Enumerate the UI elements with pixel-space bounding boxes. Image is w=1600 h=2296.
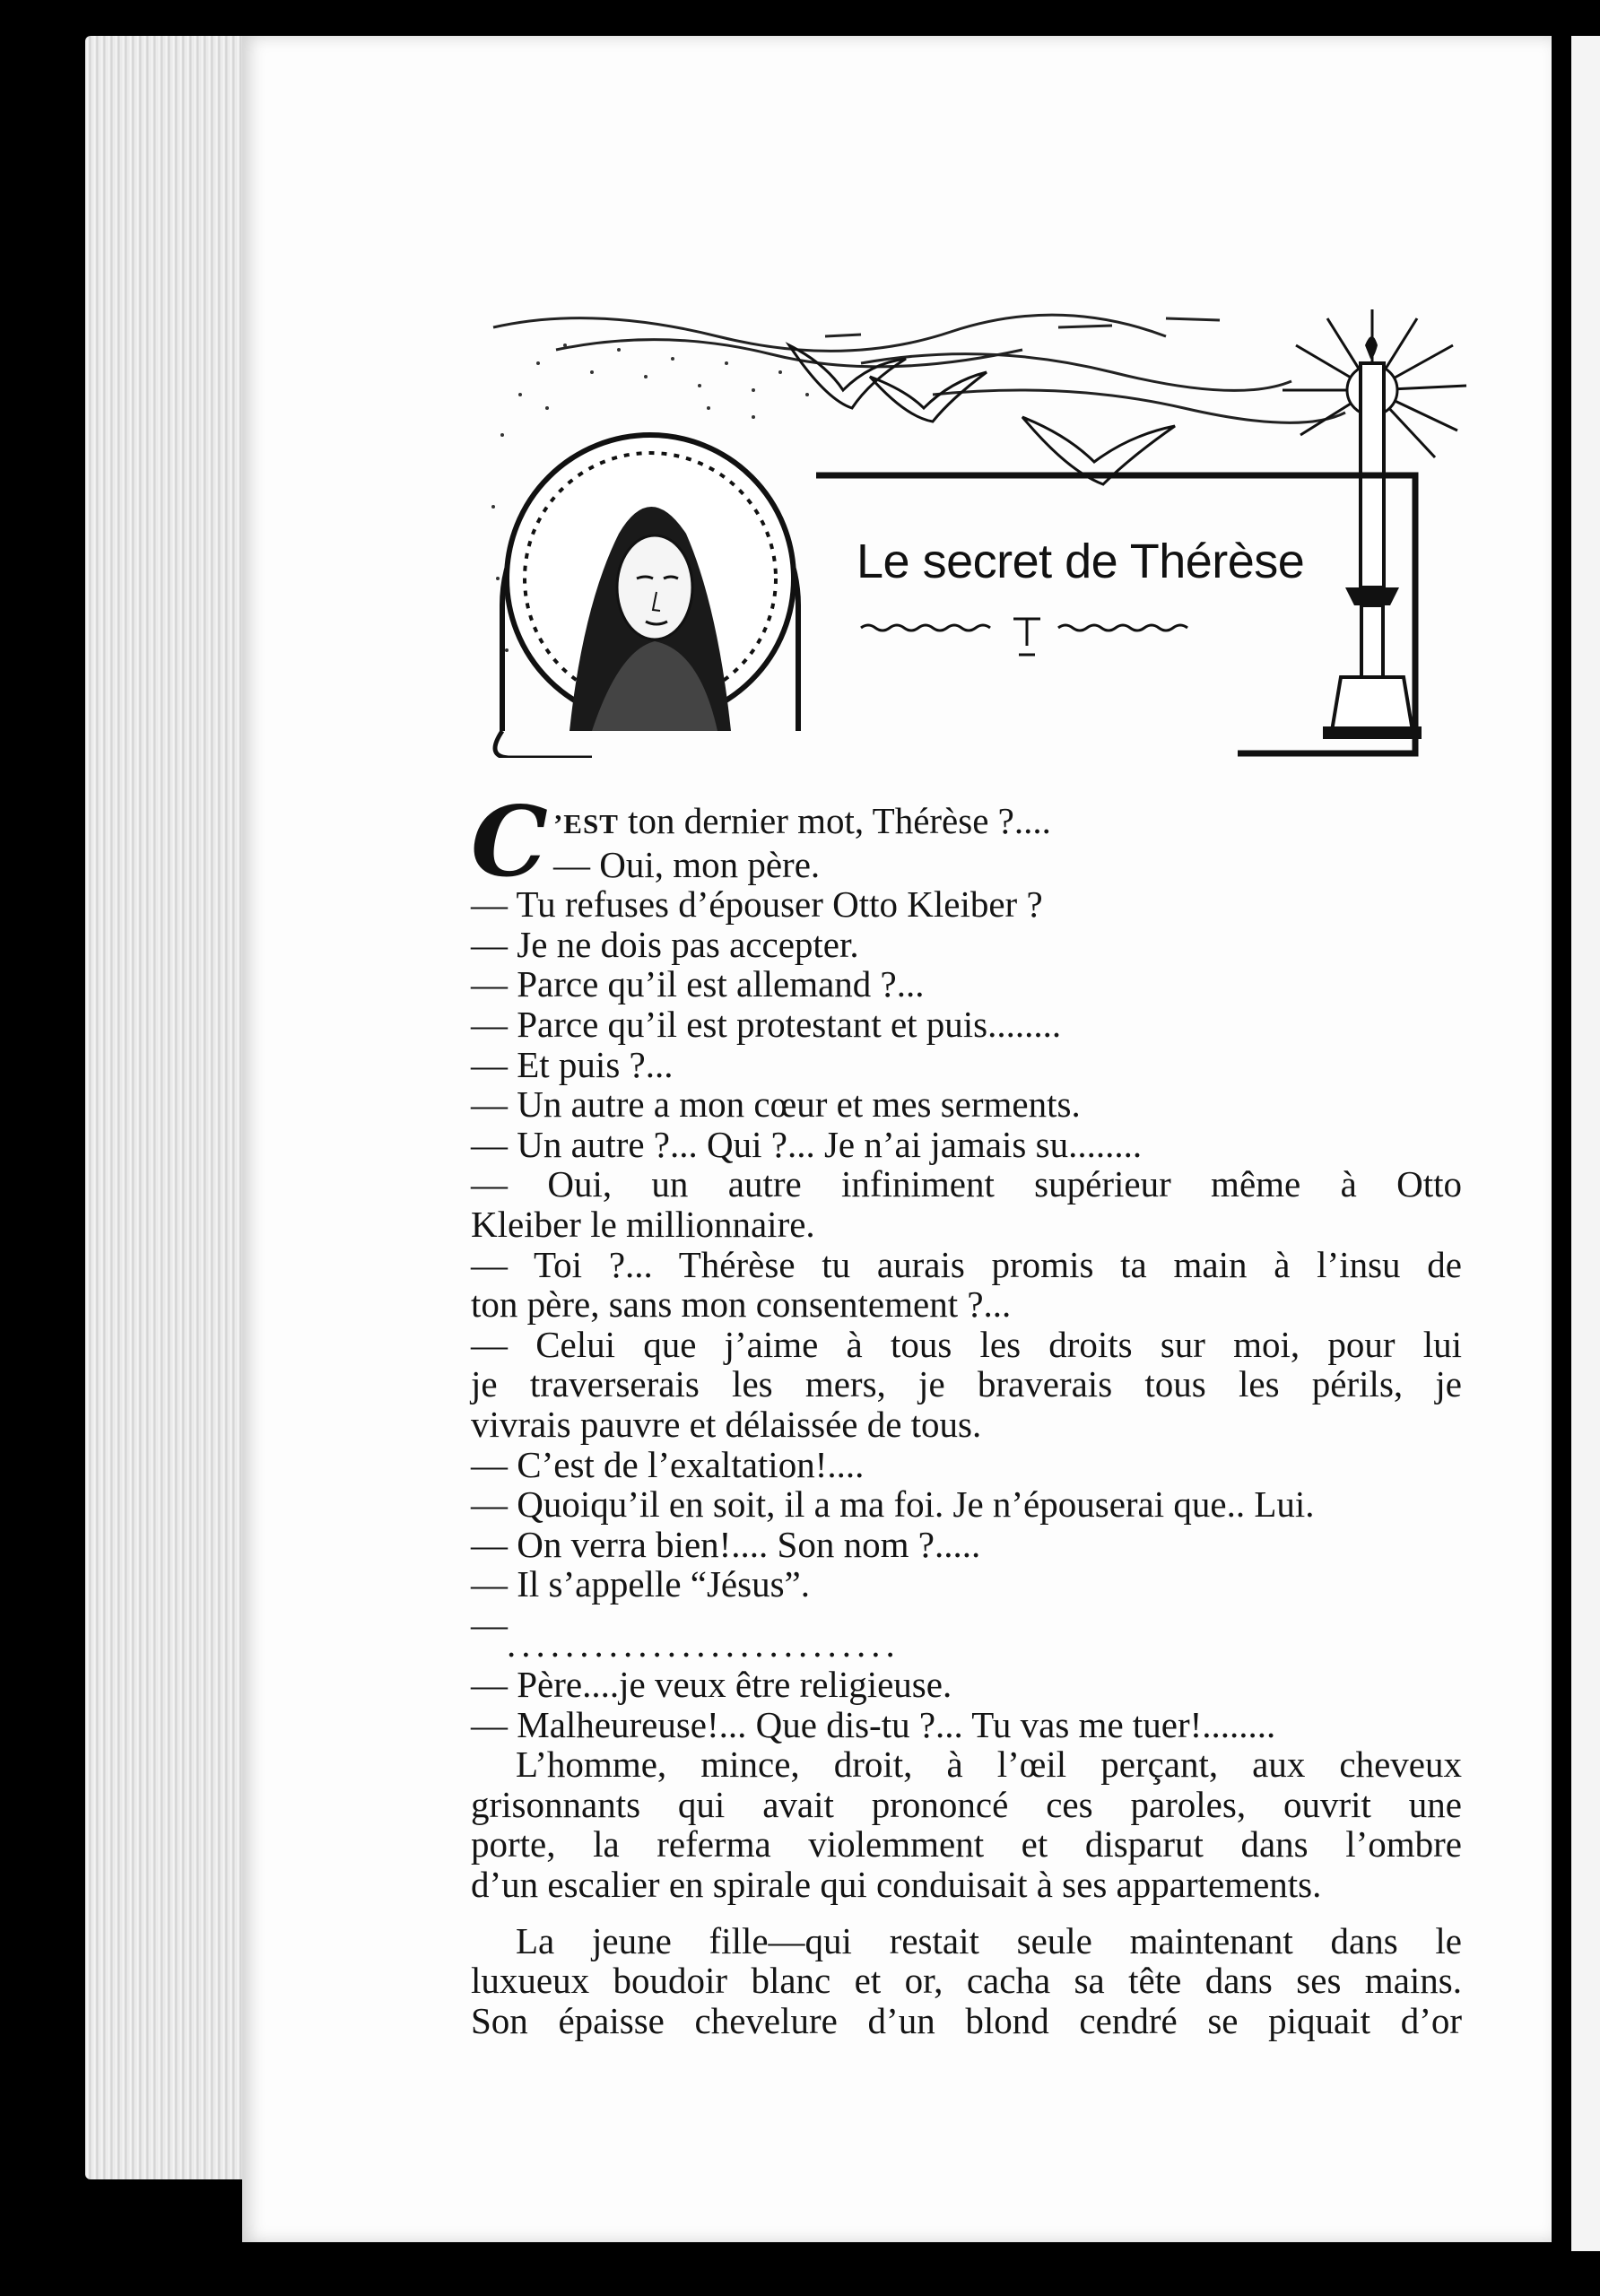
dialogue-line: — Un autre ?... Qui ?... Je n’ai jamais su........ [471, 1123, 1143, 1165]
header-frame [816, 475, 1415, 753]
dialogue-line: — Et puis ?... [471, 1043, 674, 1085]
dialogue-dash: — [471, 1603, 508, 1645]
dialogue-line: vivrais pauvre et délaissée de tous. [471, 1403, 982, 1445]
dialogue-line: — Oui, un autre infiniment supérieur même à Otto [471, 1163, 1462, 1205]
narration-line: L’homme, mince, droit, à l’œil perçant, aux cheveux [516, 1744, 1462, 1786]
dialogue-line: — Toi ?... Thérèse tu aurais promis ta main à l’insu de [471, 1243, 1462, 1285]
book-page-edges [85, 36, 265, 2179]
dotted-ellipsis: ........................... [507, 1623, 900, 1665]
title-divider-ornament [861, 619, 1187, 655]
dialogue-line: Kleiber le millionnaire. [471, 1203, 815, 1245]
dialogue-line: — Malheureuse!... Que dis-tu ?... Tu vas me tuer!........ [471, 1703, 1276, 1745]
dialogue-line: — C’est de l’exaltation!.... [471, 1443, 865, 1485]
dialogue-line: — Un autre a mon cœur et mes serments. [471, 1083, 1081, 1126]
story-text [471, 786, 1462, 2041]
dialogue-text: ton dernier mot, Thérèse ?.... [618, 800, 1051, 841]
dialogue-line: — Parce qu’il est protestant et puis........ [471, 1003, 1062, 1045]
dialogue-line: ton père, sans mon consentement ?... [471, 1283, 1012, 1326]
narration-line: porte, la referma violemment et disparut dans l’ombre [471, 1823, 1462, 1866]
dialogue-line: — On verra bien!.... Son nom ?..... [471, 1523, 981, 1565]
dialogue-line: — Parce qu’il est allemand ?... [471, 963, 925, 1005]
chapter-title: Le secret de Thérèse [857, 535, 1305, 588]
dialogue-line: — Tu refuses d’épouser Otto Kleiber ? [471, 883, 1043, 926]
dialogue-line: je traverserais les mers, je braverais tous les périls, je [471, 1363, 1462, 1405]
narration-line: luxueux boudoir blanc et or, cacha sa tête dans ses mains. [471, 1960, 1462, 2002]
portrait-medallion [507, 435, 794, 731]
dialogue-line: — Je ne dois pas accepter. [471, 923, 859, 965]
narration-line: d’un escalier en spirale qui conduisait à ses appartements. [471, 1864, 1322, 1906]
facing-page-edge [1571, 36, 1600, 2251]
narration-line: Son épaisse chevelure d’un blond cendré se piquait d’or [471, 1999, 1462, 2041]
dialogue-line: — Il s’appelle “Jésus”. [471, 1563, 810, 1605]
dialogue-line: — Père....je veux être religieuse. [471, 1664, 952, 1706]
ellipsis-line [471, 1624, 1462, 1665]
paragraph-gap [471, 1905, 1462, 1921]
dialogue-line: — Quoiqu’il en soit, il a ma foi. Je n’épouserai que.. Lui. [471, 1483, 1315, 1526]
candle-icon [1323, 336, 1422, 739]
narration-line: La jeune fille—qui restait seule maintenant dans le [516, 1919, 1462, 1961]
dialogue-line: — Oui, mon père. [552, 843, 821, 885]
ornament-scroll [495, 731, 592, 758]
drop-cap: C [471, 786, 548, 899]
dialogue-line: — Celui que j’aime à tous les droits sur moi, pour lui [471, 1323, 1462, 1365]
smallcaps-opening: ’EST [552, 808, 619, 839]
sky-lines-illustration [493, 315, 1345, 422]
narration-line: grisonnants qui avait prononcé ces paroles, ouvrit une [471, 1783, 1462, 1825]
